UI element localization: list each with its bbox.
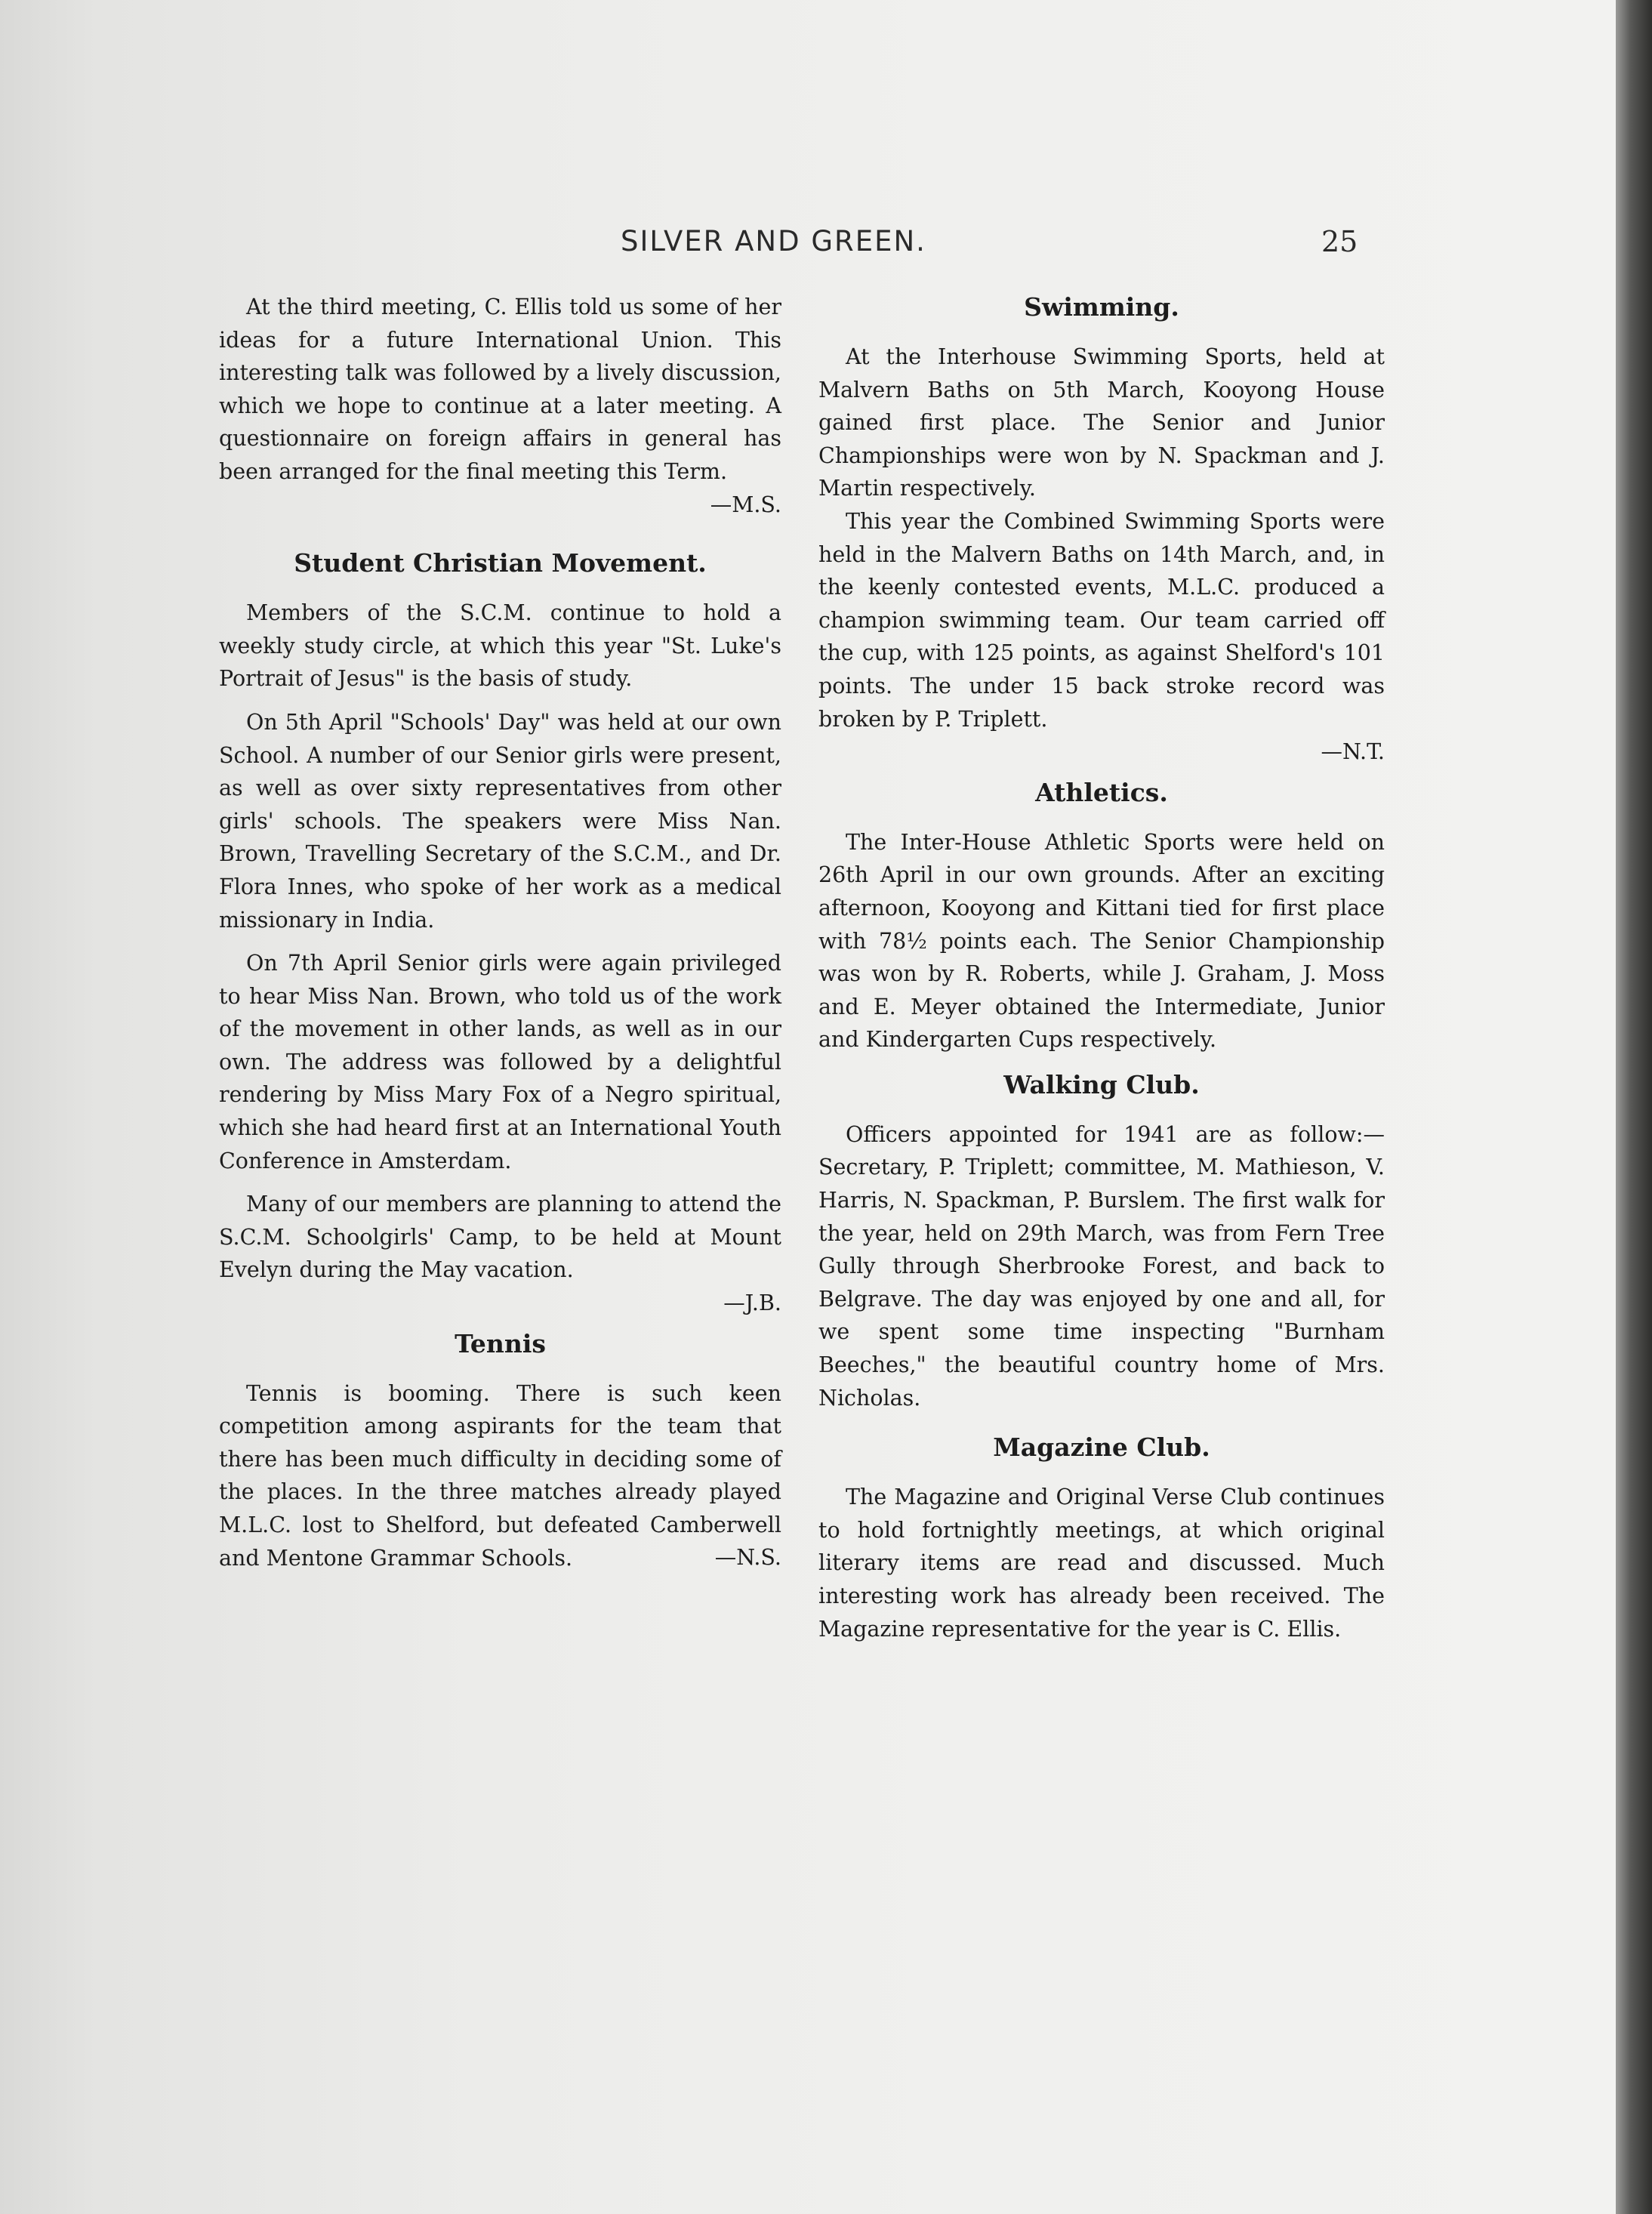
binding-edge <box>1616 0 1652 2214</box>
intro-signature: —M.S. <box>710 492 781 517</box>
swimming-heading: Swimming. <box>1024 292 1179 322</box>
swimming-paragraph-1: At the Interhouse Swimming Sports, held at Malvern Baths on 5th March, Kooyong House gained first place. The Senior and Junior Championships were won by N. Spackman and J. Martin respectively. <box>818 344 1385 501</box>
tennis-heading: Tennis <box>455 1328 546 1358</box>
intro-paragraph: At the third meeting, C. Ellis told us some of her ideas for a future International Union. This interesting talk was followed by a lively discussion, which we hope to continue at a later meeting. A questionnaire on foreign affairs in general has been arranged for the final meeting this Term. <box>219 294 781 484</box>
running-header <box>0 225 1616 263</box>
scm-paragraph-1: Members of the S.C.M. continue to hold a weekly study circle, at which this year "St. Luke's Portrait of Jesus" is the basis of study. <box>219 600 781 692</box>
page-number: 25 <box>1321 225 1358 258</box>
swimming-signature: —N.T. <box>1321 739 1385 765</box>
journal-title: SILVER AND GREEN. <box>621 225 926 257</box>
walking-club-paragraph: Officers appointed for 1941 are as follow:—Secretary, P. Triplett; committee, M. Mathieson, V. Harris, N. Spackman, P. Burslem. The first walk for the year, held on 29th March, was from Fern Tree Gully through Sherbrooke Forest, and back to Belgrave. The day was enjoyed by one and all, for we spent some time inspecting "Burnham Beeches," the beautiful country home of Mrs. Nicholas. <box>818 1121 1385 1411</box>
swimming-paragraph-2: This year the Combined Swimming Sports were held in the Malvern Baths on 14th March, and, in the keenly contested events, M.L.C. produced a champion swimming team. Our team carried off the cup, with 125 points, as against Shelford's 101 points. The under 15 back stroke record was broken by P. Triplett. <box>818 508 1385 732</box>
scm-paragraph-4: Many of our members are planning to attend the S.C.M. Schoolgirls' Camp, to be held at Mount Evelyn during the May vacation. <box>219 1192 781 1283</box>
tennis-signature: —N.S. <box>714 1545 781 1571</box>
magazine-club-heading: Magazine Club. <box>993 1432 1210 1463</box>
right-column <box>818 291 1385 1656</box>
scm-heading: Student Christian Movement. <box>294 548 707 578</box>
scm-paragraph-2: On 5th April "Schools' Day" was held at our own School. A number of our Senior girls were present, as well as over sixty representatives from other girls' schools. The speakers were Miss Nan. Brown, Travelling Secretary of the S.C.M., and Dr. Flora Innes, who spoke of her work as a medical missionary in India. <box>219 709 781 933</box>
tennis-paragraph: Tennis is booming. There is such keen competition among aspirants for the team that there has been much difficulty in deciding some of the places. In the three matches already played M.L.C. lost to Shelford, but defeated Camberwell and Mentone Grammar Schools. <box>219 1380 781 1571</box>
athletics-paragraph: The Inter-House Athletic Sports were held on 26th April in our own grounds. After an exciting afternoon, Kooyong and Kittani tied for first place with 78½ points each. The Senior Championship was won by R. Roberts, while J. Graham, J. Moss and E. Meyer obtained the Intermediate, Junior and Kindergarten Cups respectively. <box>818 829 1385 1053</box>
left-column <box>219 291 781 1582</box>
walking-club-heading: Walking Club. <box>1003 1069 1200 1099</box>
scm-paragraph-3: On 7th April Senior girls were again privileged to hear Miss Nan. Brown, who told us of the work of the movement in other lands, as well as in our own. The address was followed by a delightful rendering by Miss Mary Fox of a Negro spiritual, which she had heard first at an International Youth Conference in Amsterdam. <box>219 951 781 1173</box>
magazine-club-paragraph: The Magazine and Original Verse Club continues to hold fortnightly meetings, at which original literary items are read and discussed. Much interesting work has already been received. The Magazine representative for the year is C. Ellis. <box>818 1485 1385 1642</box>
scm-signature: —J.B. <box>723 1290 781 1316</box>
athletics-heading: Athletics. <box>1035 777 1168 807</box>
